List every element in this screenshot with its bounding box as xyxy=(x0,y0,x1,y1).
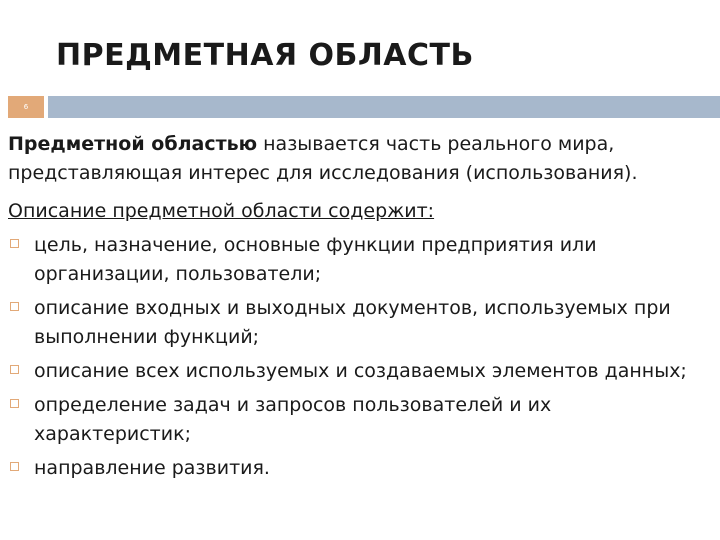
list-item-text: описание входных и выходных документов, используемых при выполнении функций; xyxy=(34,297,671,348)
slide-content xyxy=(8,130,708,483)
definition-text: называется часть реального мира, представляющая интерес для исследования (использования). xyxy=(8,133,638,184)
square-bullet-icon xyxy=(10,239,19,248)
square-bullet-icon xyxy=(10,399,19,408)
slide-title: ПРЕДМЕТНАЯ ОБЛАСТЬ xyxy=(56,38,474,73)
description-heading: Описание предметной области содержит: xyxy=(8,200,435,222)
list-item-text: описание всех используемых и создаваемых элементов данных; xyxy=(34,360,687,382)
list-item xyxy=(8,454,708,483)
description-list xyxy=(8,231,708,483)
square-bullet-icon xyxy=(10,302,19,311)
list-item xyxy=(8,357,708,386)
list-item xyxy=(8,231,708,289)
list-item-text: определение задач и запросов пользователей и их характеристик; xyxy=(34,394,552,445)
square-bullet-icon xyxy=(10,365,19,374)
list-item xyxy=(8,391,708,449)
square-bullet-icon xyxy=(10,462,19,471)
list-item xyxy=(8,294,708,352)
header-band xyxy=(48,96,720,118)
list-item-text: цель, назначение, основные функции предприятия или организации, пользователи; xyxy=(34,234,597,285)
slide-number: 6 xyxy=(8,96,44,118)
list-item-text: направление развития. xyxy=(34,457,270,479)
definition-term: Предметной областью xyxy=(8,133,258,155)
definition-paragraph xyxy=(8,130,708,188)
